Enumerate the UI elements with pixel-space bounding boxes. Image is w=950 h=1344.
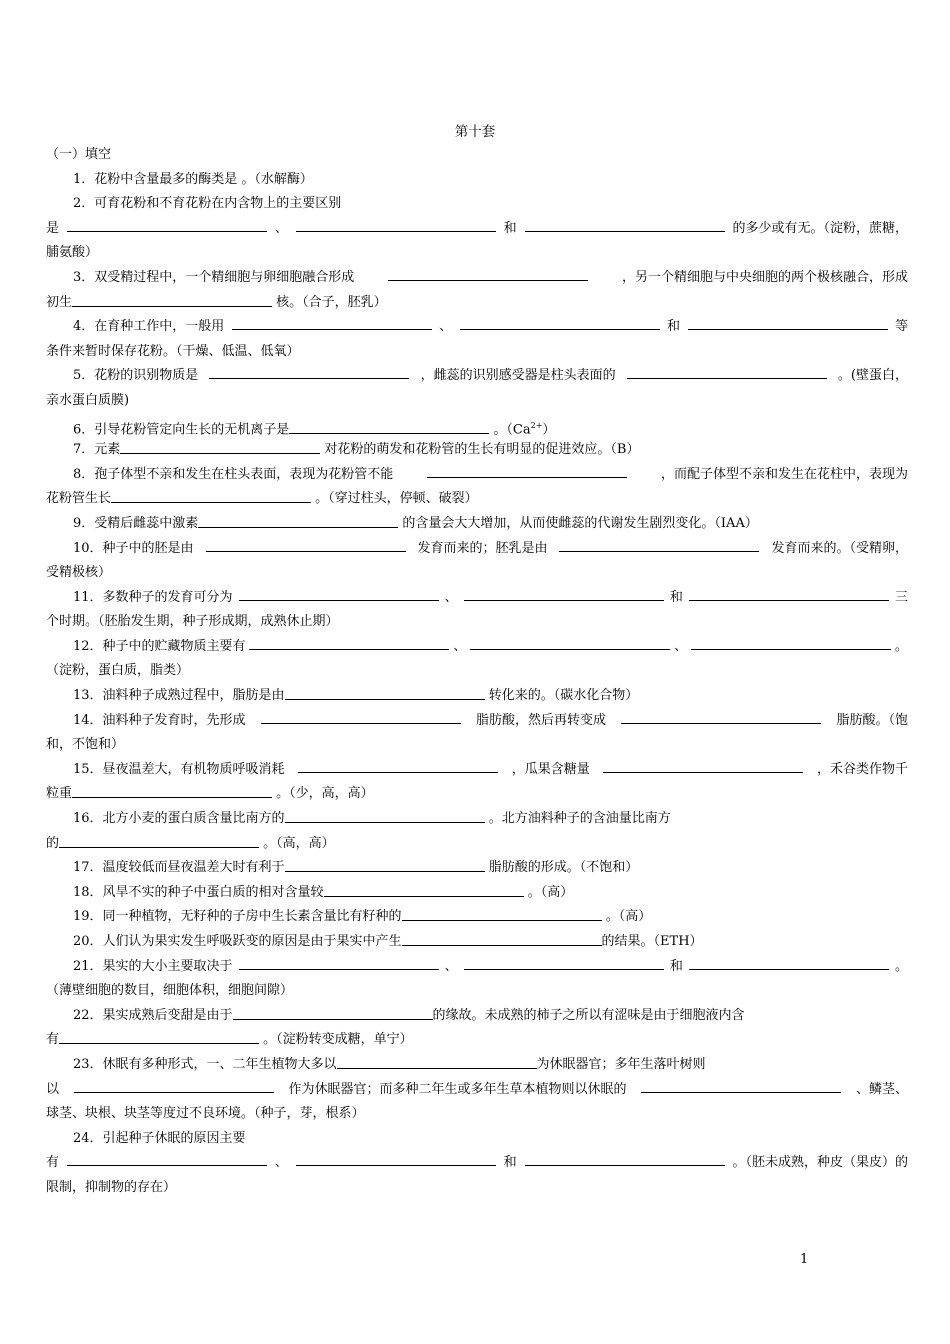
q15-text: ，禾谷类作物千 — [816, 761, 908, 777]
q3-text: ，另一个精细胞与中央细胞的两个极核融合，形成 — [621, 269, 908, 285]
q21-blank-1 — [239, 955, 439, 970]
q20-text: 20．人们认为果实发生呼吸跃变的原因是由于果实中产生 — [73, 934, 402, 949]
page-number: 1 — [800, 1252, 809, 1267]
q10-text: 发育而来的；胚乳是由 — [417, 540, 548, 556]
q12-blank-1 — [249, 635, 449, 650]
q23-blank-1 — [337, 1054, 537, 1069]
q4-blank-1 — [232, 315, 432, 330]
q9-text: 的含量会大大增加，从而使雌蕊的代谢发生剧烈变化。（IAA） — [402, 515, 758, 531]
q13-text: 转化来的。（碳水化合物） — [488, 688, 639, 704]
q8-blank-1 — [427, 463, 627, 478]
q5-line-b: 亲水蛋白质膜) — [46, 392, 130, 408]
q19-line — [46, 905, 908, 930]
q17-text: 17．温度较低而昼夜温差大时有利于 — [73, 860, 285, 876]
q24-blank-1 — [67, 1151, 267, 1166]
q14-text: 脂肪酸。（饱 — [836, 712, 908, 728]
q24-text: 。（胚未成熟，种皮（果皮）的 — [732, 1155, 908, 1171]
q2-line-c: 脯氨酸） — [46, 245, 99, 261]
q12-line-b: （淀粉，蛋白质，脂类） — [46, 663, 190, 679]
q3-blank-1 — [388, 266, 588, 281]
q19-text: 。（高） — [605, 909, 652, 925]
q15-text: 粒重 — [46, 786, 73, 802]
q22-blank-1 — [233, 1005, 433, 1020]
q6-superscript: 2+ — [530, 420, 543, 430]
q9-line — [46, 512, 908, 537]
q3-line-b — [46, 291, 908, 316]
q23-blank-2 — [74, 1078, 274, 1093]
fill-in-section — [46, 143, 908, 1201]
q9-text: 9．受精后雌蕊中激素 — [73, 515, 199, 531]
q12-blank-2 — [470, 635, 670, 650]
q24-text: 和 — [503, 1155, 517, 1171]
q11-text: 和 — [669, 589, 683, 605]
q24-blank-3 — [525, 1151, 725, 1166]
q13-blank — [285, 685, 485, 700]
q22-line-b — [46, 1028, 908, 1053]
q18-text: 18．风旱不实的种子中蛋白质的相对含量较 — [73, 884, 324, 900]
q2-line-a: 2．可育花粉和不育花粉在内含物上的主要区别 — [73, 196, 342, 212]
q15-blank-3 — [72, 783, 272, 798]
q12-blank-3 — [691, 635, 891, 650]
q10-text: 发育而来的。（受精卵， — [771, 540, 908, 556]
q8-line-a — [46, 463, 908, 488]
q21-blank-2 — [464, 955, 664, 970]
q22-text: 有 — [46, 1032, 60, 1048]
q2-blank-1 — [67, 217, 267, 232]
q11-line-b: 个时期。（胚胎发生期，种子形成期，成熟休止期） — [46, 614, 339, 630]
q15-text: ，瓜果含糖量 — [511, 761, 590, 777]
q17-line — [46, 856, 908, 881]
q10-line-a — [46, 537, 908, 562]
q6-line — [46, 414, 908, 439]
q16-line-b — [46, 832, 908, 857]
q13-line — [46, 684, 908, 709]
q16-line-a — [46, 807, 908, 832]
q17-text: 脂肪酸的形成。（不饱和） — [488, 860, 639, 876]
q5-text: ，雌蕊的识别感受器是柱头表面的 — [420, 368, 616, 384]
q8-line-b — [46, 487, 908, 512]
q21-line-b: （薄壁细胞的数目，细胞体积，细胞间隙） — [46, 983, 294, 999]
q16-text: 。北方油料种子的含油量比南方 — [488, 811, 671, 827]
q16-text: 16．北方小麦的蛋白质含量比南方的 — [73, 811, 285, 827]
q10-line-b: 受精极核） — [46, 565, 112, 581]
q15-blank-1 — [298, 758, 498, 773]
q12-text: 、 — [453, 638, 467, 654]
q14-text: 14．油料种子发育时，先形成 — [73, 712, 246, 728]
q24-line-c: 限制，抑制物的存在） — [46, 1179, 177, 1195]
q23-text: 为休眠器官；多年生落叶树则 — [536, 1056, 706, 1072]
q2-text: 和 — [503, 220, 517, 236]
q7-text: 对花粉的萌发和花粉管的生长有明显的促进效应。（B） — [324, 442, 640, 458]
q22-blank-2 — [59, 1029, 259, 1044]
q21-blank-3 — [689, 955, 889, 970]
q2-line-b — [46, 217, 908, 242]
q11-blank-3 — [689, 586, 889, 601]
q7-blank — [120, 439, 320, 454]
q10-text: 10．种子中的胚是由 — [73, 540, 194, 556]
q4-text: 等 — [894, 319, 908, 335]
q21-text: 21．果实的大小主要取决于 — [73, 958, 233, 974]
q23-text: 以 — [46, 1081, 60, 1097]
q4-text: 4．在育种工作中，一般用 — [73, 319, 225, 335]
q15-blank-2 — [603, 758, 803, 773]
q9-blank — [198, 513, 398, 528]
q15-text: 。（少，高，高） — [276, 786, 374, 802]
q24-line-a: 24．引起种子休眠的原因主要 — [73, 1130, 246, 1146]
q23-text: 23．休眠有多种形式，一、二年生植物大多以 — [73, 1056, 337, 1072]
q7-line — [46, 438, 908, 463]
q13-text: 13．油料种子成熟过程中，脂肪是由 — [73, 688, 285, 704]
q6-text: ） — [542, 421, 556, 437]
q2-blank-3 — [525, 217, 725, 232]
q24-blank-2 — [296, 1151, 496, 1166]
q5-blank-2 — [627, 364, 827, 379]
q11-blank-1 — [239, 586, 439, 601]
q4-text: 和 — [667, 319, 681, 335]
q2-blank-2 — [296, 217, 496, 232]
q22-line-a — [46, 1004, 908, 1029]
q14-line-b: 和，不饱和） — [46, 737, 125, 753]
q5-line-a — [46, 364, 908, 389]
q4-line-a — [46, 315, 908, 340]
q22-text: 22．果实成熟后变甜是由于 — [73, 1007, 233, 1023]
q23-blank-3 — [641, 1078, 841, 1093]
q23-text: 、鳞茎、 — [855, 1081, 908, 1097]
q1-line: 1．花粉中含量最多的酶类是 。（水解酶） — [73, 171, 313, 187]
q23-line-b — [46, 1078, 908, 1103]
q18-line — [46, 881, 908, 906]
q4-blank-3 — [688, 315, 888, 330]
q2-text: 的多少或有无。（淀粉，蔗糖， — [732, 220, 908, 236]
q11-text: 11．多数种子的发育可分为 — [73, 589, 233, 605]
q7-text: 7．元素 — [73, 442, 121, 458]
q24-text: 有 — [46, 1155, 60, 1171]
q15-line-a — [46, 758, 908, 783]
q2-text: 、 — [274, 220, 288, 236]
q24-line-b — [46, 1151, 908, 1176]
q10-blank-1 — [206, 537, 406, 552]
q16-text: 的 — [46, 835, 60, 851]
q15-line-b — [46, 782, 908, 807]
q11-blank-2 — [464, 586, 664, 601]
q16-blank-1 — [285, 808, 485, 823]
q12-text: 、 — [674, 638, 688, 654]
q8-text: ，而配子体型不亲和发生在花柱中，表现为 — [660, 466, 908, 482]
q20-line — [46, 930, 908, 955]
q21-text: 、 — [444, 958, 458, 974]
q16-blank-2 — [59, 833, 259, 848]
q21-text: 。 — [894, 958, 908, 974]
q4-blank-2 — [460, 315, 660, 330]
q21-text: 和 — [669, 958, 683, 974]
q11-text: 三 — [894, 589, 908, 605]
q4-text: 、 — [439, 319, 453, 335]
section-heading: （一）填空 — [46, 147, 112, 162]
q5-text: 5．花粉的识别物质是 — [73, 368, 199, 384]
q14-blank-1 — [261, 709, 461, 724]
q2-text: 是 — [46, 220, 60, 236]
q5-text: 。(壁蛋白， — [837, 368, 908, 384]
q16-text: 。（高，高） — [263, 835, 335, 851]
q20-blank — [402, 931, 602, 946]
q8-text: 8．孢子体型不亲和发生在柱头表面，表现为花粉管不能 — [73, 466, 394, 482]
q6-text: 6．引导花粉管定向生长的无机离子是 — [73, 421, 290, 437]
q6-blank — [289, 419, 489, 434]
q8-text: 。（穿过柱头，停顿、破裂） — [315, 491, 478, 507]
q3-blank-2 — [72, 292, 272, 307]
q23-text: 作为休眠器官；而多种二年生或多年生草本植物则以休眠的 — [288, 1081, 627, 1097]
q23-line-c: 球茎、块根、块茎等度过不良环境。（种子，芽，根系） — [46, 1106, 365, 1122]
q23-line-a — [46, 1053, 908, 1078]
q20-text: 的结果。（ETH） — [601, 934, 703, 949]
doc-title: 第十套 — [454, 124, 496, 140]
q3-text: 初生 — [46, 294, 73, 310]
q3-text: 3．双受精过程中，一个精细胞与卵细胞融合形成 — [73, 269, 355, 285]
q3-text: 核。（合子，胚乳） — [276, 294, 387, 310]
q24-text: 、 — [274, 1155, 288, 1171]
q18-blank — [324, 882, 524, 897]
q21-line-a — [46, 955, 908, 980]
q22-text: 的缘故。未成熟的柿子之所以有涩味是由于细胞液内含 — [432, 1007, 745, 1023]
q12-line-a — [46, 635, 908, 660]
q19-blank — [402, 906, 602, 921]
q8-text: 花粉管生长 — [46, 491, 112, 507]
q3-line-a — [46, 266, 908, 291]
q11-text: 、 — [444, 589, 458, 605]
q19-text: 19．同一种植物，无籽种的子房中生长素含量比有籽种的 — [73, 909, 402, 925]
q15-text: 15．昼夜温差大，有机物质呼吸消耗 — [73, 761, 285, 777]
q22-text: 。（淀粉转变成糖，单宁） — [263, 1032, 413, 1048]
q14-line-a — [46, 709, 908, 734]
q12-text: 。 — [894, 638, 908, 654]
q14-text: 脂肪酸，然后再转变成 — [475, 712, 606, 728]
q11-line-a — [46, 586, 908, 611]
q5-blank-1 — [209, 364, 409, 379]
q6-text: 。（Ca — [493, 421, 531, 437]
q14-blank-2 — [621, 709, 821, 724]
q12-text: 12．种子中的贮藏物质主要有 — [73, 638, 246, 654]
q4-line-b: 条件来暂时保存花粉。（干燥、低温、低氧） — [46, 343, 300, 359]
q18-text: 。（高） — [527, 884, 574, 900]
q8-blank-2 — [111, 488, 311, 503]
q17-blank — [285, 857, 485, 872]
q10-blank-2 — [559, 537, 759, 552]
